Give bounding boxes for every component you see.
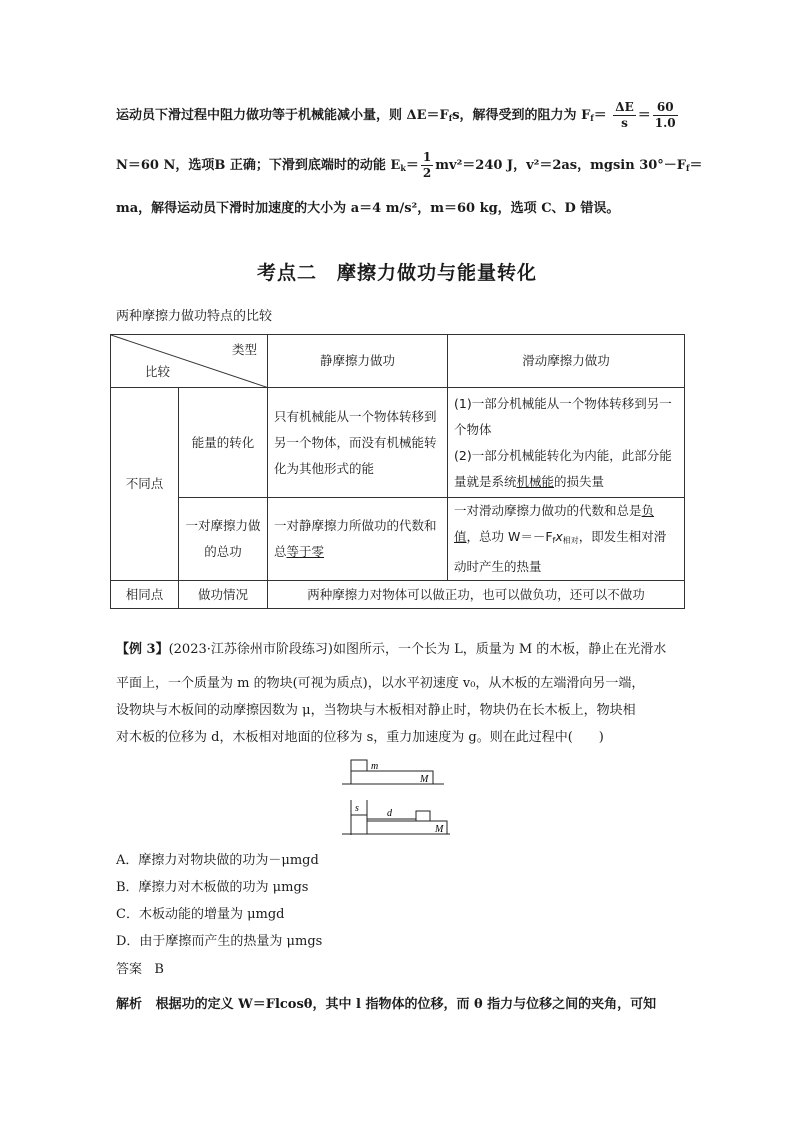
option-b: B．摩擦力对木板做的功为 μmgs — [116, 880, 309, 895]
fraction-one-half: $\frac{1}{2}$ — [422, 150, 432, 180]
fraction-60-over-1: $\frac{60}{1.0}$ — [654, 100, 676, 130]
answer-label: 答案 — [116, 962, 143, 977]
label-m: m — [371, 761, 379, 772]
intro-line-1: 运动员下滑过程中阻力做功等于机械能减小量，则 $\Delta E=F_fs$，解得受到的阻力为 $F_f=$ $\frac{\Delta E}{s}$ ＝ $\frac{60}{1.0}$ — [116, 100, 676, 130]
example-line-3: 设物块与木板间的动摩擦因数为 μ，当物块与木板相对静止时，物块仍在长木板上，物块相 — [116, 703, 636, 718]
answer-value: B — [154, 962, 164, 977]
row-label-work: 做功情况 — [179, 581, 268, 609]
analysis-line — [116, 996, 656, 1014]
option-d: D．由于摩擦而产生的热量为 μmgs — [116, 934, 323, 949]
row-label-total-work: 一对摩擦力做的总功 — [179, 498, 268, 581]
cell-static-energy: 只有机械能从一个物体转移到另一个物体，而没有机械能转化为其他形式的能 — [268, 388, 448, 498]
cell-sliding-total: 一对滑动摩擦力做功的代数和总是负值，总功 $W=-F_fx_{相对}$，即发生相对滑动时产生的热量 — [448, 498, 685, 581]
analysis-text: 根据功的定义 W＝Flcosθ，其中 l 指物体的位移，而 θ 指力与位移之间的夹角，可知 — [155, 997, 657, 1012]
example-line-1: 【例 3】(2023·江苏徐州市阶段练习)如图所示，一个长为 L，质量为 M 的木板，静止在光滑水 — [116, 642, 667, 657]
block-top — [351, 760, 367, 771]
comparison-table — [110, 334, 685, 609]
section-title: 考点二 摩擦力做功与能量转化 — [256, 262, 537, 284]
intro-text: 运动员下滑过程中阻力做功等于机械能减小量，则 ΔE＝F — [116, 108, 449, 123]
cell-same-work: 两种摩擦力对物体可以做正功，也可以做负功，还可以不做功 — [268, 581, 685, 609]
table-caption: 两种摩擦力做功特点的比较 — [116, 309, 273, 324]
analysis-label: 解析 — [116, 997, 143, 1012]
example-tag: 【例 3】 — [116, 642, 169, 657]
block-bottom — [416, 811, 430, 821]
example-line-4: 对木板的位移为 d，木板相对地面的位移为 s，重力加速度为 g。则在此过程中( ) — [116, 730, 604, 745]
example-line-2: 平面上，一个质量为 m 的物块(可视为质点)，以水平初速度 v₀，从木板的左端滑向另一端， — [116, 676, 645, 691]
table-row — [111, 388, 685, 498]
table-row — [111, 498, 685, 581]
fraction-delta-e-over-s: $\frac{\Delta E}{s}$ — [615, 100, 634, 130]
row-label-energy: 能量的转化 — [179, 388, 268, 498]
diagonal-header-cell — [111, 335, 268, 388]
cell-static-total: 一对静摩擦力所做功的代数和总等于零 — [268, 498, 448, 581]
label-s: s — [355, 803, 359, 814]
column-header-static: 静摩擦力做功 — [268, 335, 448, 388]
group-label-different: 不同点 — [111, 388, 179, 581]
group-label-same: 相同点 — [111, 581, 179, 609]
label-M-bottom: M — [435, 824, 444, 835]
table-header-row — [111, 335, 685, 388]
option-c: C．木板动能的增量为 μmgd — [116, 907, 285, 922]
column-header-sliding: 滑动摩擦力做功 — [448, 335, 685, 388]
option-a: A．摩擦力对物块做的功为－μmgd — [116, 853, 319, 868]
intro-line-3: ma，解得运动员下滑时加速度的大小为 a＝4 m/s²，m＝60 kg，选项 C、D 错误。 — [116, 201, 620, 216]
board-block-figure — [340, 755, 460, 845]
intro-line-2: N＝60 N，选项B 正确；下滑到底端时的动能 $E_k=$ $\frac{1}{2}$ mv²＝240 J，v²＝2as，mgsin $30^\circ-F_f=$ — [116, 150, 703, 180]
diagonal-label-type: 类型 — [231, 342, 257, 357]
answer-line — [116, 961, 164, 979]
label-d: d — [387, 808, 392, 819]
cell-sliding-energy: (1)一部分机械能从一个物体转移到另一个物体 (2)一部分机械能转化为内能，此部分能量就是系统机械能的损失量 — [448, 388, 685, 498]
label-M-top: M — [420, 774, 429, 785]
intro-text: s，解得受到的阻力为 F — [452, 108, 591, 123]
table-row — [111, 581, 685, 609]
diagonal-label-compare: 比较 — [145, 364, 171, 379]
